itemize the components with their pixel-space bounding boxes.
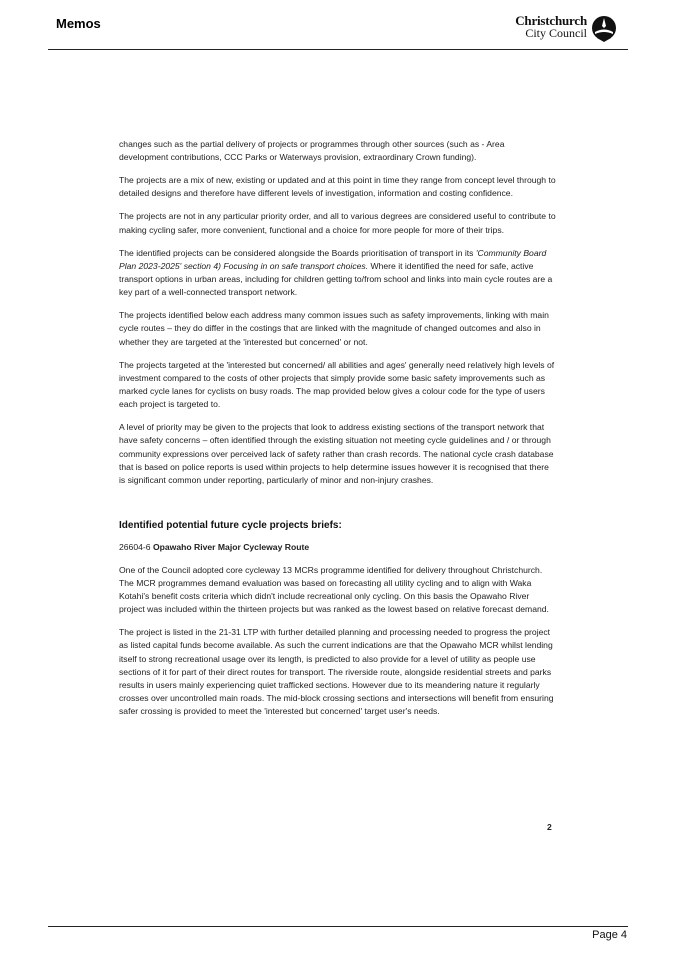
- body-paragraph: [119, 247, 556, 300]
- body-paragraph: The projects are a mix of new, existing or updated and at this point in time they range from concept level through to detailed designs and therefore have different levels of investigation, information and costing confidence.: [119, 175, 556, 199]
- project-paragraph: The project is listed in the 21-31 LTP with further detailed planning and processing needed to progress the project as listed capital funds become available. As such the current indications are that the Opawaho MCR whilst lending itself to strong recreational usage over its length, is predicted to also provide for a level of utility as people use sections of it for part of their direct routes for transport. The riverside route, alongside residential streets and parks results in users mainly experiencing quiet trafficked sections. However due to its meandering nature it regularly crosses over uncontrolled main roads. The mid-block crossing sections and intersections will benefit from ensuring safer crossing is provided to meet the 'interested but concerned' target user's needs.: [119, 627, 554, 717]
- header-divider: [48, 49, 628, 50]
- inner-page-number: 2: [547, 822, 552, 832]
- body-paragraph: The projects identified below each address many common issues such as safety improvements, linking with main cycle routes – they do differ in the costings that are linked with the magnitude of changed outcomes and also in whether they are targeted at the 'interested but concerned' or not.: [119, 310, 549, 347]
- body-paragraph: The projects targeted at the 'interested but concerned/ all abilities and ages' generally need relatively high levels of investment compared to the costs of other projects that simply provide some basic safety improvements such as marked cycle lanes for cyclists on busy roads. The map provided below gives a colour code for the type of users each project is targeted to.: [119, 359, 555, 410]
- section-heading: Identified potential future cycle projects briefs:: [119, 520, 342, 532]
- council-emblem-icon: [591, 15, 617, 43]
- paragraph-text: The identified projects can be considered alongside the Boards prioritisation of transport in its: [119, 247, 476, 258]
- project-heading: [119, 541, 556, 554]
- body-paragraph: changes such as the partial delivery of projects or programmes through other sources (such as - Area development contributions, CCC Parks or Waterways provision, extraordinary Crown funding).: [119, 139, 505, 163]
- logo-wordmark: [515, 14, 587, 40]
- community-board-plan-reference: 'Community Board Plan 2023-2025' section 4) Focusing in on safe transport choices.: [119, 247, 547, 271]
- project-name: Opawaho River Major Cycleway Route: [152, 542, 310, 553]
- project-paragraph: One of the Council adopted core cycleway 13 MCRs programme identified for delivery throughout Christchurch. The MCR programmes demand evaluation was based on forecasting all utility cycling and to align with Waka Kotahi's benefit costs criteria which didn't include recreational only cycling. On this basis the Opawaho River project was included within the thirteen projects but was ranked as the lowest based on relative forecast demand.: [119, 564, 549, 615]
- memo-header-title: Memos: [56, 16, 101, 31]
- body-paragraph: The projects are not in any particular priority order, and all to various degrees are considered useful to contribute to making cycling safer, more convenient, functional and a choice for more people for more of their trips.: [119, 211, 556, 235]
- page-number: Page 4: [592, 929, 627, 941]
- memo-body: [119, 138, 556, 728]
- footer-divider: [48, 926, 628, 927]
- body-paragraph: A level of priority may be given to the projects that look to address existing sections of the transport network that have safety concerns – often identified through the existing situation not meeting cycle guidelines and / or through community expressions over perceived lack of safety rather than crash records. The national cycle crash database that is based on police reports is used within projects to help determine issues however it is recognised that there is significant common under reporting, particularly of minor and non-injury crashes.: [119, 422, 554, 486]
- project-code: 26604-6: [119, 542, 151, 553]
- paragraph-text: Where it identified the need for safe, active transport options in urban areas, including for children getting to/from school and links into main cycle routes are a key part of a well-connected transport network.: [119, 260, 553, 298]
- christchurch-city-council-logo: [507, 14, 617, 44]
- logo-line-2: City Council: [525, 26, 587, 40]
- logo-line-1: Christchurch: [515, 13, 587, 28]
